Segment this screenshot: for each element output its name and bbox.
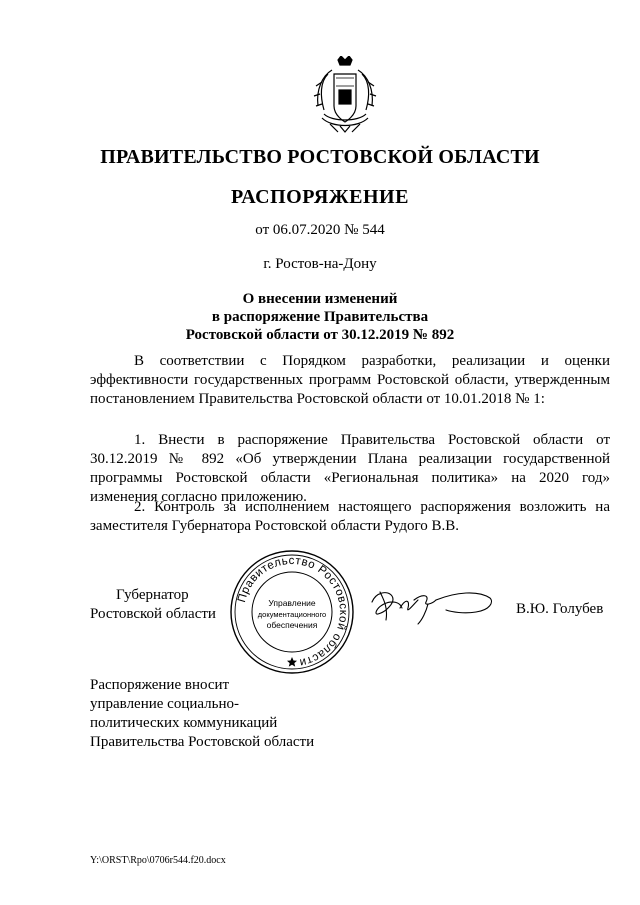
issuer-line: управление социально- xyxy=(90,696,240,712)
coat-of-arms-icon xyxy=(308,56,382,134)
document-type-title: РАСПОРЯЖЕНИЕ xyxy=(231,186,409,208)
file-path-footer: Y:\ORST\Rpo\0706r544.f20.docx xyxy=(90,855,226,866)
preamble-paragraph: В соответствии с Порядком разработки, реализации и оценки эффективности государственных программ Ростовской области, утвержденным постановлением Правительства Ростовской области от 10.01.2018 № 1: xyxy=(90,353,610,407)
signatory-name: В.Ю. Голубев xyxy=(516,601,604,617)
document-subject xyxy=(0,290,640,344)
item-1-paragraph: 1. Внести в распоряжение Правительства Ростовской области от 30.12.2019 № 892 «Об утверждении Плана реализации государственной программы Ростовской области «Региональная политика» на 2020 год» изменения согласно приложению. xyxy=(90,432,610,505)
stamp-ring-text: Правительство Ростовской области xyxy=(235,554,350,669)
subject-line: в распоряжение Правительства xyxy=(211,309,429,325)
document-city: г. Ростов-на-Дону xyxy=(263,256,377,272)
item-2-paragraph: 2. Контроль за исполнением настоящего распоряжения возложить на заместителя Губернатора Ростовской области Рудого В.В. xyxy=(90,499,610,534)
subject-line: Ростовской области от 30.12.2019 № 892 xyxy=(185,327,455,343)
position-line: Ростовской области xyxy=(90,606,216,622)
stamp-center-line: Управление xyxy=(268,598,316,608)
government-title: ПРАВИТЕЛЬСТВО РОСТОВСКОЙ ОБЛАСТИ xyxy=(100,146,540,168)
issuer-line: Распоряжение вносит xyxy=(90,677,230,693)
stamp-center-line: обеспечения xyxy=(266,620,318,630)
handwritten-signature-icon xyxy=(366,578,498,630)
subject-line: О внесении изменений xyxy=(242,291,398,307)
signatory-position xyxy=(90,586,230,624)
position-line: Губернатор xyxy=(116,587,189,603)
official-stamp-icon xyxy=(228,548,356,676)
document-date-number: от 06.07.2020 № 544 xyxy=(255,222,385,238)
issuer-block xyxy=(90,676,314,752)
issuer-line: политических коммуникаций xyxy=(90,715,278,731)
stamp-center-line: документационного xyxy=(257,610,327,619)
issuer-line: Правительства Ростовской области xyxy=(90,734,315,750)
